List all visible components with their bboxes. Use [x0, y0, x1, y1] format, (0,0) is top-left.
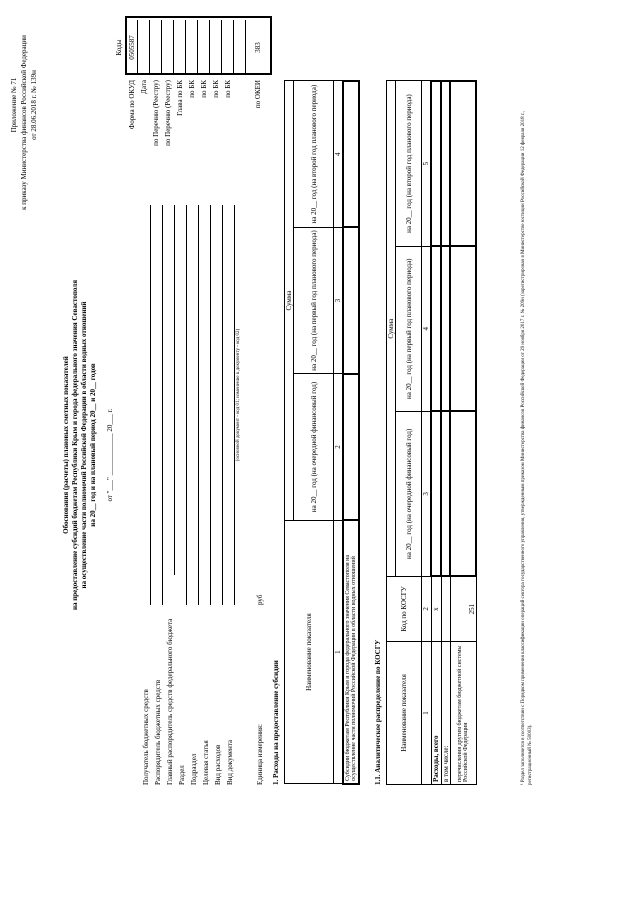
s11-cell	[450, 411, 476, 576]
s1-num: 2	[334, 374, 344, 520]
s11-row-transfers: перечисления другим бюджетам бюджетной системы Российской Федерации	[450, 641, 476, 784]
s11-cell	[431, 81, 441, 246]
title-line-3: на осуществление части полномочий Российской Федерации в области водных отношений	[80, 301, 88, 589]
field-label: Распорядитель бюджетных средств	[154, 679, 162, 785]
code-label: по БК	[200, 80, 208, 98]
code-label: по Перечню (Реестру)	[152, 80, 160, 146]
s1-col-4: на 20__ год (на второй год планового периода)	[294, 81, 334, 227]
section11-table	[386, 80, 477, 785]
date-line: от "___" ____________ 20___ г.	[106, 408, 114, 502]
field-label: Подраздел	[190, 753, 198, 785]
code-label: по ОКЕИ	[254, 80, 262, 109]
annex-number: Приложение № 71	[10, 77, 18, 133]
s11-row-code	[441, 576, 450, 641]
s11-num: 3	[422, 411, 432, 576]
code-label: Форма по ОКУД	[128, 80, 136, 130]
s11-row-code: х	[431, 576, 441, 641]
code-label: Глава по БК	[176, 80, 184, 116]
s11-sum-header: Сумма	[387, 81, 396, 576]
s1-row-label: Субсидии бюджетам Республики Крым и города федерального значения Севастополя на осуществление части полномочий Российской Федерации в области водных отношений	[343, 520, 359, 784]
title-line-2: на предоставление субсидий бюджетам Республики Крым и города федерального значения Севастополя	[71, 279, 79, 611]
field-label: Раздел	[178, 765, 186, 785]
codes-box	[125, 16, 272, 75]
s1-num: 1	[334, 520, 344, 784]
s11-row-total: Расходы, всего	[431, 641, 441, 784]
code-label: Дата	[140, 80, 148, 94]
s1-cell	[343, 227, 359, 373]
field-label: Получатель бюджетных средств	[142, 689, 150, 785]
section11-title: 1.1. Аналитическое распределение по КОСГУ	[374, 639, 382, 785]
unit-label: Единица измерения:	[256, 724, 264, 785]
s1-col-3: на 20__ год (на первый год планового периода)	[294, 227, 334, 373]
code-label: по БК	[212, 80, 220, 98]
s11-num: 1	[422, 641, 432, 784]
field-label: Вид расходов	[214, 744, 222, 785]
s11-cell	[441, 246, 450, 411]
s11-col-5: на 20__ год (на второй год планового периода)	[396, 81, 422, 246]
doc-hint: (основной документ - код 01; изменение к документу - код 02)	[236, 328, 241, 462]
s1-num: 4	[334, 81, 344, 227]
codes-header: Коды	[115, 39, 123, 56]
code-label: по БК	[188, 80, 196, 98]
s11-num: 2	[422, 576, 432, 641]
s11-cell	[431, 246, 441, 411]
s1-sum-header: Сумма	[285, 81, 294, 520]
s11-num: 4	[422, 246, 432, 411]
section1-table	[284, 80, 360, 785]
code-label: по Перечню (Реестру)	[164, 80, 172, 146]
s11-num: 5	[422, 81, 432, 246]
field-label: Целевая статья	[202, 740, 210, 785]
s11-cell	[441, 81, 450, 246]
field-label: Главный распорядитель средств федерального бюджета	[166, 618, 174, 785]
s11-col-name: Наименование показателя	[387, 641, 422, 784]
unit-value: руб	[256, 594, 264, 605]
title-line-4: на 20__ год и на плановый период 20__ и 20__ годов	[89, 363, 97, 527]
s11-cell	[441, 411, 450, 576]
footnote: ¹ Раздел заполняется в соответствии с Порядком применения классификации операций сектора государственного управления, утвержденным приказом Министерства финансов Российской Федерации от 29 ноября 2017 г. № 209н (зарегистрирован в Министерстве юстиции Российской Федерации 12 февраля 2018 г., регистрационный № 50003).	[521, 111, 533, 785]
field-label: Вид документа	[226, 739, 234, 785]
page-title: Обоснования (расчеты) плановых сметных показателей	[62, 356, 70, 534]
s11-row-incl: в том числе:	[441, 641, 450, 784]
s11-col-3: на 20__ год (на очередной финансовый год)	[396, 411, 422, 576]
s1-num: 3	[334, 227, 344, 373]
annex-order: к приказу Министерства финансов Российской Федерации	[20, 35, 28, 210]
annex-date: от 28.06.2018 г. № 139н	[30, 70, 38, 140]
s1-col-name: Наименование показателя	[285, 520, 334, 784]
section1-title: 1. Расходы на предоставление субсидии	[272, 660, 280, 785]
s1-col-2: на 20__ год (на очередной финансовый год)	[294, 374, 334, 520]
s11-cell	[431, 411, 441, 576]
s11-cell	[450, 246, 476, 411]
s11-col-4: на 20__ год (на первый год планового периода)	[396, 246, 422, 411]
code-okud: 0505587	[128, 35, 136, 60]
s11-row-code: 251	[450, 576, 476, 641]
s11-col-code: Код по КОСГУ	[387, 576, 422, 641]
code-okei: 383	[254, 42, 262, 53]
s1-cell	[343, 81, 359, 227]
code-label: по БК	[224, 80, 232, 98]
s11-cell	[450, 81, 476, 246]
s1-cell	[343, 374, 359, 520]
